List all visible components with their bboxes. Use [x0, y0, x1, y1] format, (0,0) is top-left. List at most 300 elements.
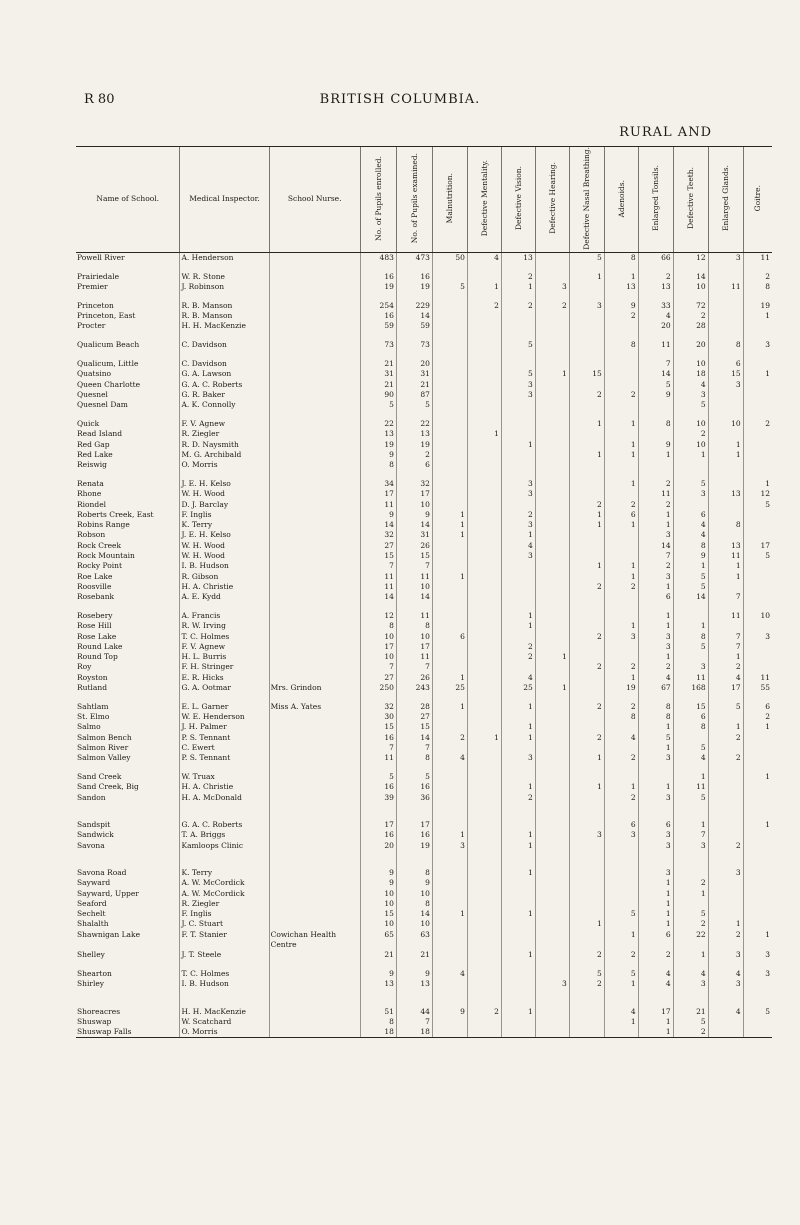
spacer-cell: [467, 332, 501, 341]
spacer-cell: [360, 332, 396, 341]
count-cell: 31: [396, 369, 432, 379]
count-cell: 1: [604, 450, 638, 460]
count-cell: [432, 379, 467, 389]
count-cell: 2: [673, 1027, 708, 1038]
spacer-cell: [467, 859, 501, 868]
count-cell: 5: [360, 772, 396, 782]
count-cell: [535, 551, 569, 561]
spacer-cell: [432, 764, 467, 773]
count-cell: [604, 919, 638, 929]
count-cell: 19: [743, 301, 772, 311]
inspector-cell: K. Terry: [180, 868, 269, 878]
count-cell: 55: [743, 683, 772, 693]
school-name-cell: Quick: [77, 418, 100, 428]
count-cell: [467, 662, 501, 672]
count-cell: [432, 979, 467, 989]
count-cell: [432, 311, 467, 321]
count-cell: [432, 439, 467, 449]
count-cell: [604, 722, 638, 732]
spacer-cell: [76, 960, 180, 969]
count-cell: [467, 950, 501, 960]
spacer-cell: [708, 602, 743, 611]
spacer-cell: [743, 990, 772, 999]
spacer-cell: [432, 410, 467, 419]
count-cell: [673, 611, 708, 621]
inspector-cell: O. Morris: [180, 460, 269, 470]
count-cell: 3: [638, 642, 673, 652]
count-cell: 4: [638, 969, 673, 979]
count-cell: [708, 899, 743, 909]
count-cell: 18: [673, 369, 708, 379]
count-cell: 1: [673, 561, 708, 571]
inspector-cell: H. A. Christie: [180, 582, 269, 592]
spacer-cell: [396, 292, 432, 301]
count-cell: [535, 940, 569, 950]
count-cell: 11: [673, 673, 708, 683]
spacer-cell: [396, 803, 432, 812]
count-cell: 1: [501, 702, 535, 712]
school-name-cell: Rock Mountain: [77, 551, 135, 561]
count-cell: 5: [569, 252, 604, 263]
count-cell: [743, 1017, 772, 1027]
spacer-cell: [708, 410, 743, 419]
nurse-cell: [269, 621, 360, 631]
spacer-cell: [180, 764, 269, 773]
count-cell: 1: [501, 282, 535, 292]
count-cell: 1: [501, 733, 535, 743]
spacer-cell: [76, 292, 180, 301]
spacer-cell: [535, 470, 569, 479]
count-cell: [743, 830, 772, 840]
school-name-cell: Quesnel: [77, 389, 108, 399]
count-cell: [708, 390, 743, 400]
school-name-cell: Powell River: [77, 252, 125, 262]
count-cell: 1: [535, 683, 569, 693]
nurse-cell: [269, 772, 360, 782]
count-cell: 1: [569, 272, 604, 282]
count-cell: [467, 400, 501, 410]
spacer-cell: [501, 263, 535, 272]
count-cell: [535, 582, 569, 592]
table-row: [76, 252, 772, 263]
count-cell: 13: [396, 979, 432, 989]
page-header: [0, 92, 800, 112]
count-cell: 1: [432, 520, 467, 530]
count-cell: [569, 642, 604, 652]
spacer-cell: [569, 851, 604, 860]
count-cell: 3: [673, 489, 708, 499]
count-cell: [432, 489, 467, 499]
count-cell: [467, 379, 501, 389]
count-cell: [501, 743, 535, 753]
count-cell: 2: [604, 662, 638, 672]
spacer-cell: [569, 859, 604, 868]
count-cell: 27: [396, 712, 432, 722]
spacer-cell: [396, 350, 432, 359]
count-cell: [604, 369, 638, 379]
count-cell: [708, 400, 743, 410]
school-name-cell: Salmon River: [77, 743, 129, 753]
count-cell: [467, 561, 501, 571]
count-cell: [569, 793, 604, 803]
count-cell: [569, 379, 604, 389]
school-name-cell: Qualicum Beach: [77, 340, 140, 350]
spacer-cell: [743, 693, 772, 702]
spacer-cell: [396, 811, 432, 820]
nurse-cell: [269, 652, 360, 662]
spacer-cell: [501, 764, 535, 773]
count-cell: 1: [569, 782, 604, 792]
count-cell: 1: [501, 621, 535, 631]
count-cell: [432, 782, 467, 792]
spacer-cell: [76, 764, 180, 773]
spacer-cell: [743, 263, 772, 272]
count-cell: [708, 311, 743, 321]
count-cell: [467, 551, 501, 561]
count-cell: [467, 541, 501, 551]
spacer-cell: [432, 292, 467, 301]
count-cell: [743, 899, 772, 909]
count-cell: [432, 429, 467, 439]
count-cell: 3: [638, 868, 673, 878]
nurse-cell: [269, 369, 360, 379]
count-cell: [708, 272, 743, 282]
count-cell: 6: [638, 592, 673, 602]
count-cell: [467, 311, 501, 321]
spacer-cell: [569, 693, 604, 702]
count-cell: 1: [604, 979, 638, 989]
inspector-cell: G. A. C. Roberts: [180, 379, 269, 389]
nurse-cell: [269, 733, 360, 743]
count-cell: [604, 379, 638, 389]
spacer-cell: [535, 803, 569, 812]
count-cell: 10: [743, 611, 772, 621]
count-cell: 1: [535, 652, 569, 662]
spacer-cell: [638, 263, 673, 272]
count-cell: 10: [360, 652, 396, 662]
table-row: [76, 321, 772, 331]
count-cell: [535, 782, 569, 792]
count-cell: 63: [396, 930, 432, 940]
count-cell: 2: [604, 753, 638, 763]
spacer-cell: [673, 803, 708, 812]
count-cell: 3: [708, 979, 743, 989]
count-cell: 1: [743, 930, 772, 940]
table-row: [76, 359, 772, 369]
count-cell: 2: [501, 510, 535, 520]
spacer-cell: [269, 764, 360, 773]
spacer-cell: [467, 350, 501, 359]
inspector-cell: P. S. Tennant: [180, 753, 269, 763]
school-name-cell: Round Top: [77, 652, 118, 662]
nurse-cell: [269, 662, 360, 672]
count-cell: 1: [501, 830, 535, 840]
count-cell: [569, 571, 604, 581]
count-cell: [743, 571, 772, 581]
spacer-cell: [604, 998, 638, 1007]
count-cell: [569, 592, 604, 602]
spacer-cell: [360, 263, 396, 272]
count-cell: 10: [396, 888, 432, 898]
count-cell: 59: [396, 321, 432, 331]
nurse-cell: [269, 722, 360, 732]
count-cell: 15: [360, 722, 396, 732]
count-cell: 243: [396, 683, 432, 693]
count-cell: [535, 820, 569, 830]
count-cell: [743, 662, 772, 672]
count-cell: [467, 830, 501, 840]
spacer-cell: [743, 292, 772, 301]
count-cell: 7: [360, 743, 396, 753]
inspector-cell: W. H. Wood: [180, 551, 269, 561]
count-cell: 21: [360, 359, 396, 369]
count-cell: 16: [396, 782, 432, 792]
count-cell: [467, 642, 501, 652]
count-cell: [432, 642, 467, 652]
count-cell: 12: [360, 611, 396, 621]
count-cell: 3: [604, 631, 638, 641]
count-cell: 17: [360, 820, 396, 830]
count-cell: [432, 652, 467, 662]
count-cell: [569, 489, 604, 499]
school-name-cell: Read Island: [77, 429, 123, 439]
count-cell: [604, 899, 638, 909]
count-cell: [569, 772, 604, 782]
count-cell: [673, 733, 708, 743]
table-row: [76, 969, 772, 979]
count-cell: [535, 878, 569, 888]
nurse-cell: [269, 301, 360, 311]
count-cell: 20: [360, 841, 396, 851]
count-cell: 11: [396, 652, 432, 662]
count-cell: [638, 400, 673, 410]
count-cell: 65: [360, 930, 396, 940]
inspector-cell: A. Francis: [180, 611, 269, 621]
count-cell: 66: [638, 252, 673, 263]
count-cell: [535, 950, 569, 960]
spacer-row: [76, 851, 772, 860]
nurse-cell: [269, 1027, 360, 1038]
spacer-cell: [432, 263, 467, 272]
count-cell: [535, 930, 569, 940]
count-cell: 5: [396, 400, 432, 410]
count-cell: [743, 782, 772, 792]
count-cell: [501, 899, 535, 909]
count-cell: 22: [360, 419, 396, 429]
count-cell: [432, 662, 467, 672]
count-cell: 6: [673, 712, 708, 722]
count-cell: [501, 919, 535, 929]
count-cell: 1: [638, 520, 673, 530]
count-cell: [535, 390, 569, 400]
spacer-cell: [269, 990, 360, 999]
count-cell: 9: [360, 868, 396, 878]
table-row: [76, 311, 772, 321]
nurse-cell: [269, 673, 360, 683]
spacer-cell: [743, 859, 772, 868]
count-cell: [467, 772, 501, 782]
inspector-cell: R. W. Irving: [180, 621, 269, 631]
count-cell: 2: [535, 301, 569, 311]
count-cell: 5: [396, 772, 432, 782]
spacer-cell: [638, 998, 673, 1007]
nurse-cell: [269, 878, 360, 888]
count-cell: 1: [638, 919, 673, 929]
count-cell: [708, 793, 743, 803]
count-cell: 3: [501, 551, 535, 561]
school-name-cell: Quatsino: [77, 369, 112, 379]
count-cell: [467, 753, 501, 763]
count-cell: 1: [638, 909, 673, 919]
spacer-cell: [673, 990, 708, 999]
count-cell: 3: [638, 793, 673, 803]
count-cell: [535, 888, 569, 898]
count-cell: [535, 712, 569, 722]
count-cell: [535, 733, 569, 743]
count-cell: [467, 530, 501, 540]
count-cell: [467, 683, 501, 693]
inspector-cell: F. V. Agnew: [180, 642, 269, 652]
nurse-cell: [269, 909, 360, 919]
spacer-cell: [180, 990, 269, 999]
nurse-cell: [269, 592, 360, 602]
count-cell: [467, 868, 501, 878]
count-cell: 4: [708, 1007, 743, 1017]
table-row: [76, 1017, 772, 1027]
count-cell: 20: [673, 340, 708, 350]
spacer-cell: [708, 470, 743, 479]
spacer-cell: [673, 410, 708, 419]
count-cell: [467, 1017, 501, 1027]
spacer-cell: [638, 332, 673, 341]
count-cell: [467, 782, 501, 792]
count-cell: [569, 899, 604, 909]
inspector-cell: P. S. Tennant: [180, 733, 269, 743]
inspector-cell: A. W. McCordick: [180, 888, 269, 898]
count-cell: 1: [638, 743, 673, 753]
count-cell: 72: [673, 301, 708, 311]
count-cell: 2: [569, 979, 604, 989]
spacer-cell: [501, 332, 535, 341]
count-cell: 10: [396, 919, 432, 929]
count-cell: 250: [360, 683, 396, 693]
spacer-cell: [432, 960, 467, 969]
count-cell: 1: [638, 611, 673, 621]
table-row: [76, 712, 772, 722]
inspector-cell: F. H. Stringer: [180, 662, 269, 672]
inspector-cell: T. C. Holmes: [180, 631, 269, 641]
table-row: [76, 340, 772, 350]
school-name-cell: Rhone: [77, 489, 102, 499]
school-name-cell: [76, 940, 180, 950]
spacer-cell: [743, 350, 772, 359]
spacer-cell: [467, 693, 501, 702]
count-cell: [501, 571, 535, 581]
table-row: [76, 722, 772, 732]
table-row: [76, 510, 772, 520]
count-cell: 9: [673, 551, 708, 561]
count-cell: 5: [604, 909, 638, 919]
count-cell: [604, 878, 638, 888]
school-name-cell: Robins Range: [77, 520, 130, 530]
nurse-cell: [269, 571, 360, 581]
spacer-cell: [360, 602, 396, 611]
table-row: [76, 733, 772, 743]
spacer-cell: [432, 990, 467, 999]
inspector-cell: R. Ziegler: [180, 429, 269, 439]
count-cell: [743, 940, 772, 950]
spacer-row: [76, 602, 772, 611]
count-cell: 9: [432, 1007, 467, 1017]
nurse-cell: [269, 530, 360, 540]
spacer-cell: [396, 263, 432, 272]
count-cell: [501, 561, 535, 571]
col-header-glands: Enlarged Glands.: [708, 147, 743, 253]
spacer-cell: [180, 263, 269, 272]
count-cell: [673, 652, 708, 662]
count-cell: 11: [743, 252, 772, 263]
inspector-cell: T. C. Holmes: [180, 969, 269, 979]
count-cell: 8: [708, 520, 743, 530]
nurse-cell: [269, 252, 360, 263]
table-row: [76, 743, 772, 753]
nurse-cell: [269, 282, 360, 292]
count-cell: 2: [708, 930, 743, 940]
count-cell: 14: [396, 311, 432, 321]
table-row: [76, 460, 772, 470]
count-cell: 3: [673, 390, 708, 400]
count-cell: 9: [604, 301, 638, 311]
spacer-cell: [569, 332, 604, 341]
count-cell: 4: [708, 969, 743, 979]
count-cell: 1: [432, 673, 467, 683]
count-cell: 5: [673, 571, 708, 581]
inspector-cell: K. Terry: [180, 520, 269, 530]
count-cell: [432, 722, 467, 732]
inspector-cell: W. E. Henderson: [180, 712, 269, 722]
count-cell: 1: [569, 520, 604, 530]
count-cell: 25: [432, 683, 467, 693]
spacer-cell: [638, 470, 673, 479]
count-cell: 12: [673, 252, 708, 263]
count-cell: 25: [501, 683, 535, 693]
count-cell: [638, 940, 673, 950]
spacer-cell: [269, 803, 360, 812]
table-row: [76, 301, 772, 311]
count-cell: 13: [638, 282, 673, 292]
count-cell: 17: [396, 642, 432, 652]
spacer-cell: [360, 693, 396, 702]
school-name-cell: Round Lake: [77, 641, 123, 651]
count-cell: 9: [360, 510, 396, 520]
nurse-cell: Mrs. Grindon: [269, 683, 360, 693]
spacer-cell: [360, 811, 396, 820]
count-cell: 9: [360, 878, 396, 888]
spacer-cell: [673, 811, 708, 820]
school-name-cell: Red Gap: [77, 439, 110, 449]
count-cell: 4: [432, 969, 467, 979]
count-cell: 1: [467, 733, 501, 743]
count-cell: 2: [569, 582, 604, 592]
school-name-cell: Shalalth: [77, 919, 109, 929]
col-header-hearing: Defective Hearing.: [535, 147, 569, 253]
count-cell: [535, 868, 569, 878]
count-cell: 17: [360, 489, 396, 499]
count-cell: 1: [743, 820, 772, 830]
table-row: [76, 673, 772, 683]
count-cell: [501, 582, 535, 592]
spacer-cell: [269, 998, 360, 1007]
